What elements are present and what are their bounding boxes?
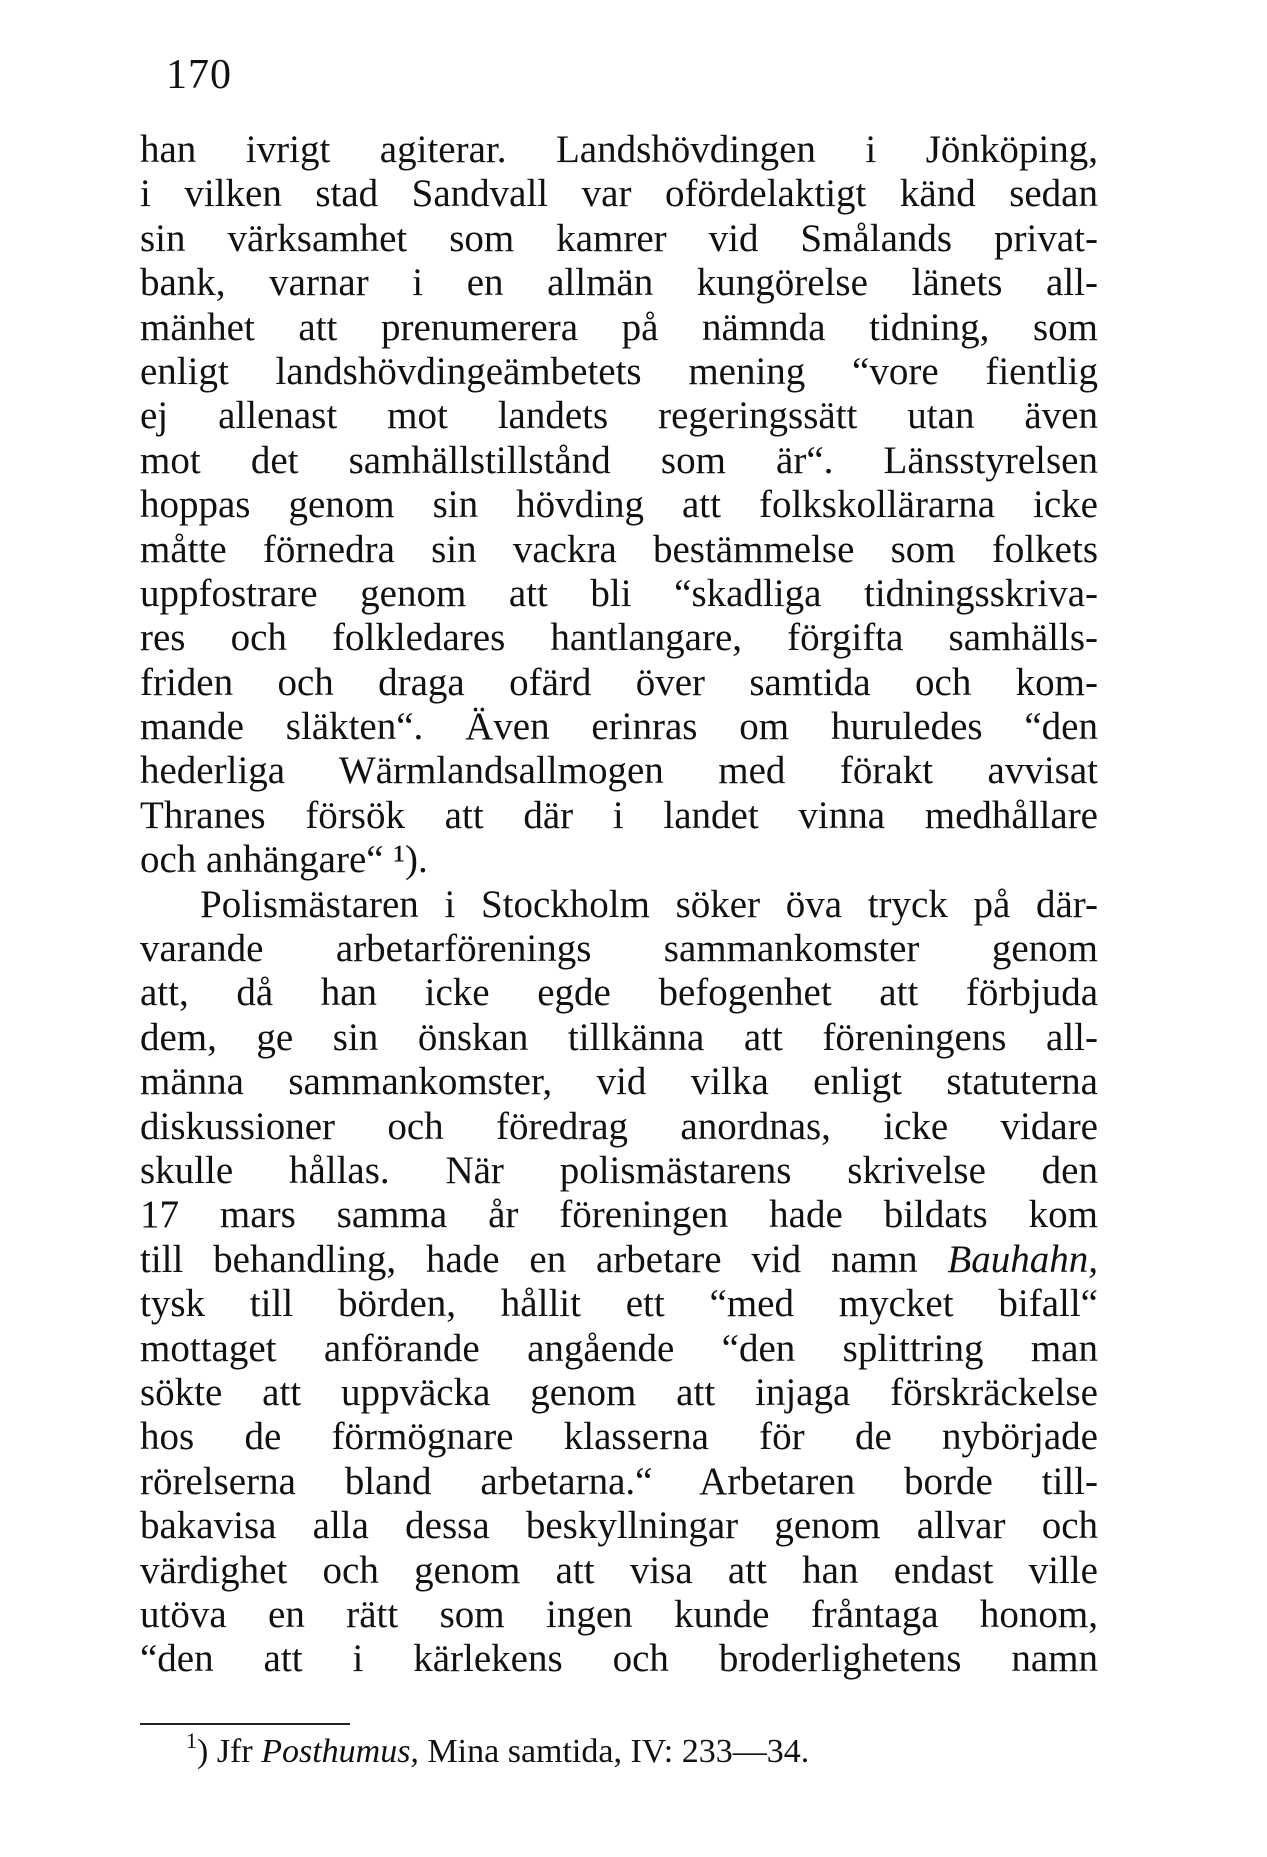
text-line: Thranes försök att där i landet vinna medhållare	[140, 793, 1098, 837]
text-line: res och folkledares hantlangare, förgifta samhälls-	[140, 616, 1098, 660]
footnote-author: Posthumus,	[261, 1733, 419, 1770]
text-line: männa sammankomster, vid vilka enligt statuterna	[140, 1060, 1098, 1104]
text-line: hoppas genom sin hövding att folkskollärarna icke	[140, 483, 1098, 527]
text-line: bank, varnar i en allmän kungörelse länets all-	[140, 261, 1098, 305]
text-line-italic: Bauhahn,	[947, 1237, 1098, 1281]
text-line: utöva en rätt som ingen kunde fråntaga honom,	[140, 1592, 1098, 1636]
text-line: måtte förnedra sin vackra bestämmelse som folkets	[140, 527, 1098, 571]
text-line: värdighet och genom att visa att han endast ville	[140, 1548, 1098, 1592]
page-number: 170	[166, 52, 232, 98]
text-line-plain: till behandling, hade en arbetare vid namn	[140, 1237, 948, 1281]
text-line: skulle hållas. När polismästarens skrivelse den	[140, 1148, 1098, 1192]
text-line: i vilken stad Sandvall var ofördelaktigt känd sedan	[140, 172, 1098, 216]
text-line: hederliga Wärmlandsallmogen med förakt avvisat	[140, 749, 1098, 793]
text-line: 17 mars samma år föreningen hade bildats kom	[140, 1193, 1098, 1237]
text-line: diskussioner och föredrag anordnas, icke vidare	[140, 1104, 1098, 1148]
footnote-divider	[140, 1723, 350, 1725]
footnote	[186, 1727, 810, 1772]
footnote-reference: Mina samtida, IV: 233—34.	[418, 1733, 810, 1770]
text-line: “den att i kärlekens och broderlighetens namn	[140, 1637, 1098, 1681]
footnote-marker: 1	[186, 1727, 197, 1753]
footnote-prefix: ) Jfr	[197, 1733, 262, 1770]
text-line: mänhet att prenumerera på nämnda tidning, som	[140, 305, 1098, 349]
text-line: rörelserna bland arbetarna.“ Arbetaren borde till-	[140, 1459, 1098, 1503]
text-line: mottaget anförande angående “den splittring man	[140, 1326, 1098, 1370]
text-line	[140, 1238, 1098, 1282]
text-line: och anhängare“ ¹).	[140, 838, 428, 882]
text-line: varande arbetarförenings sammankomster genom	[140, 927, 1098, 971]
text-line: uppfostrare genom att bli “skadliga tidningsskriva-	[140, 571, 1098, 615]
text-line: han ivrigt agiterar. Landshövdingen i Jönköping,	[140, 128, 1098, 171]
text-line: Polismästaren i Stockholm söker öva tryck på där-	[200, 882, 1098, 926]
text-line: sökte att uppväcka genom att injaga förskräckelse	[140, 1370, 1098, 1414]
text-line: bakavisa alla dessa beskyllningar genom allvar och	[140, 1504, 1098, 1548]
text-line: mande släkten“. Även erinras om huruledes “den	[140, 705, 1098, 749]
text-line: tysk till börden, hållit ett “med mycket bifall“	[140, 1282, 1098, 1326]
text-line: ej allenast mot landets regeringssätt utan även	[140, 394, 1098, 438]
text-line: att, då han icke egde befogenhet att förbjuda	[140, 971, 1098, 1015]
text-line: hos de förmögnare klasserna för de nybörjade	[140, 1415, 1098, 1459]
text-line: sin värksamhet som kamrer vid Smålands privat-	[140, 216, 1098, 260]
text-line: dem, ge sin önskan tillkänna att föreningens all-	[140, 1015, 1098, 1059]
text-line: enligt landshövdingeämbetets mening “vore fientlig	[140, 349, 1098, 393]
body-text	[140, 128, 1098, 1682]
text-line: friden och draga ofärd över samtida och kom-	[140, 660, 1098, 704]
text-line: mot det samhällstillstånd som är“. Länsstyrelsen	[140, 438, 1098, 482]
